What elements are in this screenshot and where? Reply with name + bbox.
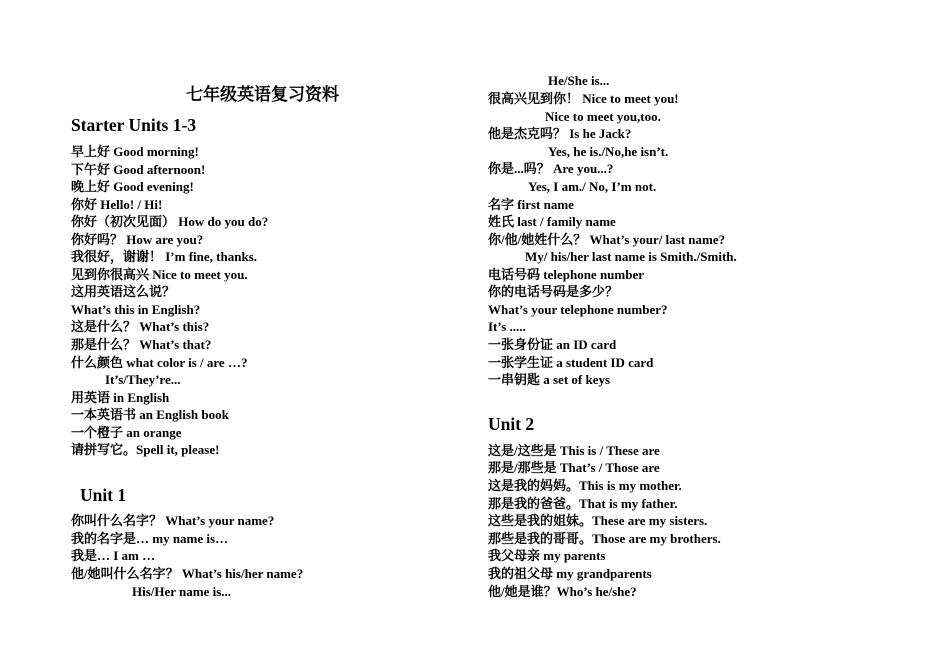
heading-starter-units: Starter Units 1-3 (71, 115, 197, 135)
text-line: 他/她是谁？Who’s he/she? (488, 584, 637, 599)
text-line: 一个橙子 an orange (71, 425, 182, 440)
text-line: 一张学生证 a student ID card (488, 355, 654, 370)
text-line: 你好（初次见面） How do you do? (71, 214, 269, 229)
text-line: It’s/They’re... (105, 372, 181, 387)
text-line: 你叫什么名字？ What’s your name? (71, 513, 275, 528)
text-line: 这是/这些是 This is / These are (488, 443, 660, 458)
text-line: 早上好 Good morning! (71, 144, 199, 159)
text-line: He/She is... (548, 73, 610, 88)
text-line: What’s this in English? (71, 302, 201, 317)
text-line: 晚上好 Good evening! (71, 179, 194, 194)
text-line: 一张身份证 an ID card (488, 337, 617, 352)
text-line: 请拼写它。Spell it, please! (71, 442, 220, 457)
text-line: 很高兴见到你！ Nice to meet you! (488, 91, 679, 106)
text-line: 那些是我的哥哥。Those are my brothers. (488, 531, 721, 546)
text-line: 那是/那些是 That’s / Those are (488, 460, 660, 475)
text-line: 这些是我的姐妹。These are my sisters. (488, 513, 708, 528)
text-line: 这是什么？ What’s this? (71, 319, 210, 334)
page-title: 七年级英语复习资料 (186, 85, 339, 104)
heading-unit-2: Unit 2 (488, 414, 535, 434)
text-line: 什么颜色 what color is / are …? (71, 355, 248, 370)
text-line: 我的名字是… my name is… (71, 531, 229, 546)
text-line: 我父母亲 my parents (488, 548, 606, 563)
text-line: His/Her name is... (132, 584, 232, 599)
text-line: Yes, he is./No,he isn’t. (548, 144, 669, 159)
text-line: Nice to meet you,too. (545, 109, 661, 124)
text-line: 你/他/她姓什么？ What’s your/ last name? (488, 232, 726, 247)
text-line: 我的祖父母 my grandparents (488, 566, 652, 581)
text-line: 那是什么？ What’s that? (71, 337, 212, 352)
text-line: 我很好，谢谢！ I’m fine, thanks. (71, 249, 257, 264)
text-line: 他是杰克吗？ Is he Jack? (488, 126, 632, 141)
text-line: 见到你很高兴 Nice to meet you. (71, 267, 248, 282)
text-line: It’s ..... (488, 319, 526, 334)
text-line: 你好吗？ How are you? (71, 232, 204, 247)
text-line: 你好 Hello! / Hi! (71, 197, 163, 212)
text-line: My/ his/her last name is Smith./Smith. (525, 249, 737, 264)
text-line: 这是我的妈妈。This is my mother. (488, 478, 682, 493)
text-line: What’s your telephone number? (488, 302, 668, 317)
text-line: 这用英语这么说？ (71, 284, 176, 299)
text-line: 一本英语书 an English book (71, 407, 229, 422)
text-line: Yes, I am./ No, I’m not. (528, 179, 657, 194)
text-line: 名字 first name (488, 197, 574, 212)
text-line: 你的电话号码是多少？ (488, 284, 619, 299)
text-line: 用英语 in English (71, 390, 170, 405)
text-line: 下午好 Good afternoon! (71, 162, 206, 177)
text-line: 电话号码 telephone number (488, 267, 645, 282)
text-line: 姓氏 last / family name (488, 214, 616, 229)
text-line: 我是… I am … (71, 548, 156, 563)
text-line: 你是...吗？ Are you...? (488, 161, 614, 176)
text-line: 他/她叫什么名字？ What’s his/her name? (71, 566, 304, 581)
heading-unit-1: Unit 1 (80, 485, 127, 505)
text-line: 一串钥匙 a set of keys (488, 372, 611, 387)
text-line: 那是我的爸爸。That is my father. (488, 496, 678, 511)
